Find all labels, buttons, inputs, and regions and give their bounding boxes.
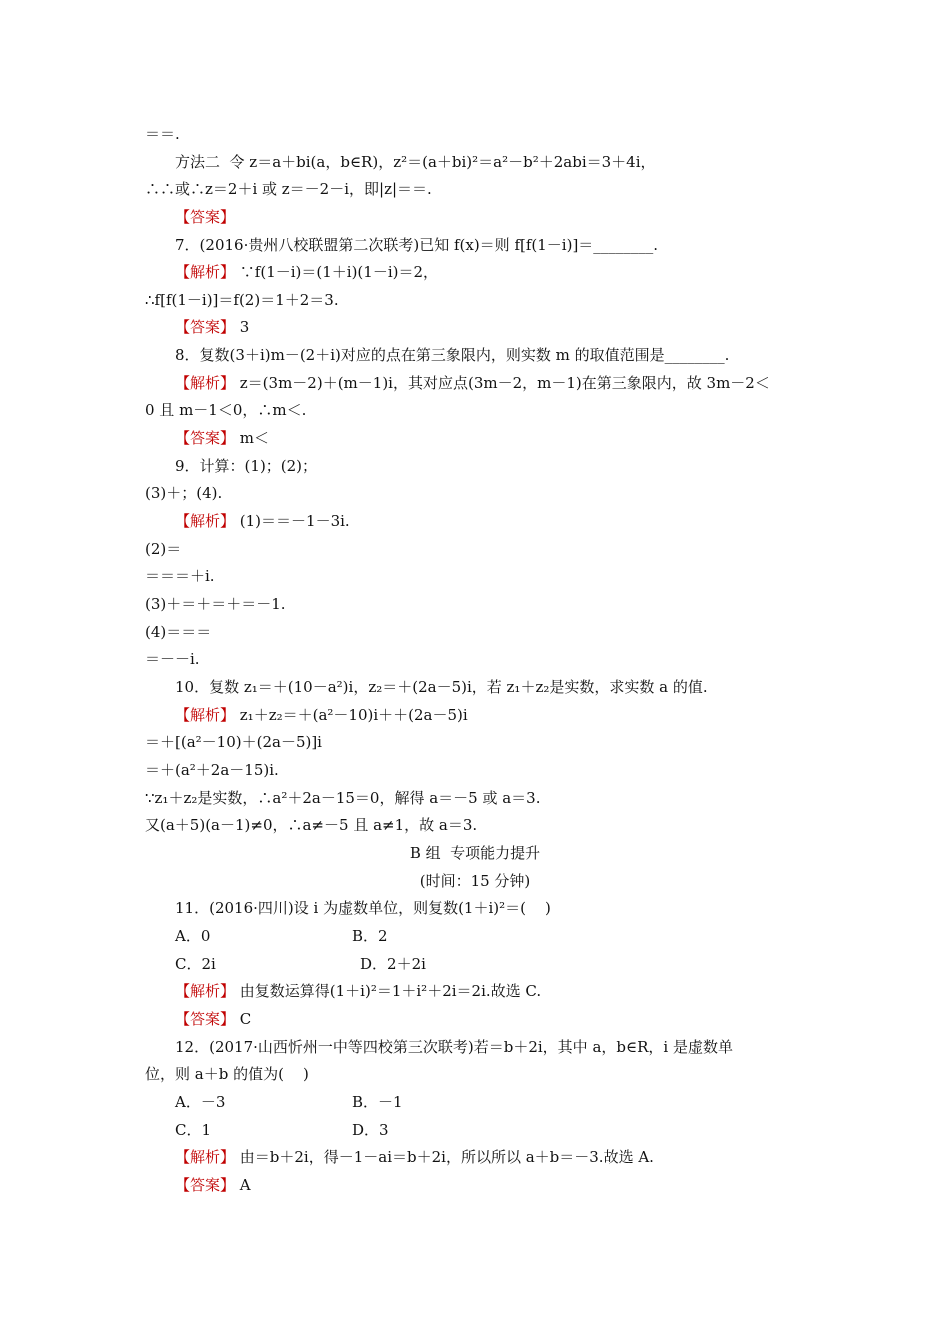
answer-line <box>175 207 235 227</box>
answer-tag: 【答案】 <box>175 1010 236 1028</box>
question-12: 12．(2017·山西忻州一中等四校第三次联考)若＝b＋2i，其中 a，b∈R，i 是虚数单 <box>175 1038 733 1056</box>
analysis-tag: 【解析】 <box>175 512 236 530</box>
option-d: D．2＋2i <box>360 955 426 973</box>
text-line: (4)＝＝＝ <box>145 623 212 641</box>
question-7: 7．(2016·贵州八校联盟第二次联考)已知 f(x)＝则 f[f(1－i)]＝________. <box>175 236 659 254</box>
analysis-tag: 【解析】 <box>175 263 236 281</box>
answer-line: 【答案】 3 <box>175 318 250 336</box>
analysis-line: 【解析】 由复数运算得(1＋i)²＝1＋i²＋2i＝2i.故选 C. <box>175 982 542 1000</box>
option-a: A．－3 <box>175 1093 226 1111</box>
analysis-line: 【解析】 由＝b＋2i，得－1－ai＝b＋2i，所以所以 a＋b＝－3.故选 A. <box>175 1148 654 1166</box>
analysis-line: 【解析】 ∵f(1－i)＝(1＋i)(1－i)＝2， <box>175 263 439 281</box>
question-9: 9．计算：(1)；(2)； <box>175 457 318 475</box>
text-line: (2)＝ <box>145 540 182 558</box>
text-line: ＝＝＝＋i. <box>145 567 215 585</box>
text-line: 0 且 m－1＜0，∴m＜. <box>145 401 307 419</box>
question-10: 10．复数 z₁＝＋(10－a²)i，z₂＝＋(2a－5)i，若 z₁＋z₂是实数，求实数 a 的值. <box>175 678 708 696</box>
analysis-line: 【解析】 z＝(3m－2)＋(m－1)i，其对应点(3m－2，m－1)在第三象限内，故 3m－2＜ <box>175 374 770 392</box>
answer-line: 【答案】 m＜ <box>175 429 270 447</box>
text-line: ∴∴或∴z＝2＋i 或 z＝－2－i，即|z|＝＝. <box>145 180 432 198</box>
text-line: (3)＋；(4). <box>145 484 223 502</box>
text-line: ∵z₁＋z₂是实数，∴a²＋2a－15＝0，解得 a＝－5 或 a＝3. <box>145 789 541 807</box>
question-8: 8．复数(3＋i)m－(2＋i)对应的点在第三象限内，则实数 m 的取值范围是________. <box>175 346 730 364</box>
analysis-tag: 【解析】 <box>175 706 236 724</box>
text-line: 又(a＋5)(a－1)≠0，∴a≠－5 且 a≠1，故 a＝3. <box>145 816 478 834</box>
answer-tag: 【答案】 <box>175 1176 236 1194</box>
analysis-tag: 【解析】 <box>175 982 236 1000</box>
section-time: (时间：15 分钟) <box>419 872 531 890</box>
text-line: ＝＋(a²＋2a－15)i. <box>145 761 279 779</box>
answer-tag: 【答案】 <box>175 318 236 336</box>
text-line: 方法二 令 z＝a＋bi(a，b∈R)，z²＝(a＋bi)²＝a²－b²＋2abi＝3＋4i， <box>175 153 656 171</box>
option-b: B．2 <box>352 927 388 945</box>
analysis-line: 【解析】 z₁＋z₂＝＋(a²－10)i＋＋(2a－5)i <box>175 706 468 724</box>
text-line: (3)＋＝＋＝＋＝－1. <box>145 595 286 613</box>
analysis-line: 【解析】 (1)＝＝－1－3i. <box>175 512 350 530</box>
answer-tag: 【答案】 <box>175 208 236 226</box>
analysis-tag: 【解析】 <box>175 374 236 392</box>
answer-tag: 【答案】 <box>175 429 236 447</box>
question-11: 11．(2016·四川)设 i 为虚数单位，则复数(1＋i)²＝( ) <box>175 899 551 917</box>
option-d: D．3 <box>352 1121 389 1139</box>
section-heading: B 组 专项能力提升 <box>409 844 541 862</box>
analysis-tag: 【解析】 <box>175 1148 236 1166</box>
text-line: ＝＝. <box>145 125 180 143</box>
text-line: 位，则 a＋b 的值为( ) <box>145 1065 309 1083</box>
answer-line: 【答案】 C <box>175 1010 252 1028</box>
option-c: C．1 <box>175 1121 212 1139</box>
text-line: ∴f[f(1－i)]＝f(2)＝1＋2＝3. <box>145 291 339 309</box>
option-a: A．0 <box>175 927 211 945</box>
text-line: ＝－－i. <box>145 650 200 668</box>
option-c: C．2i <box>175 955 216 973</box>
answer-line: 【答案】 A <box>175 1176 251 1194</box>
option-b: B．－1 <box>352 1093 403 1111</box>
text-line: ＝＋[(a²－10)＋(2a－5)]i <box>145 733 322 751</box>
